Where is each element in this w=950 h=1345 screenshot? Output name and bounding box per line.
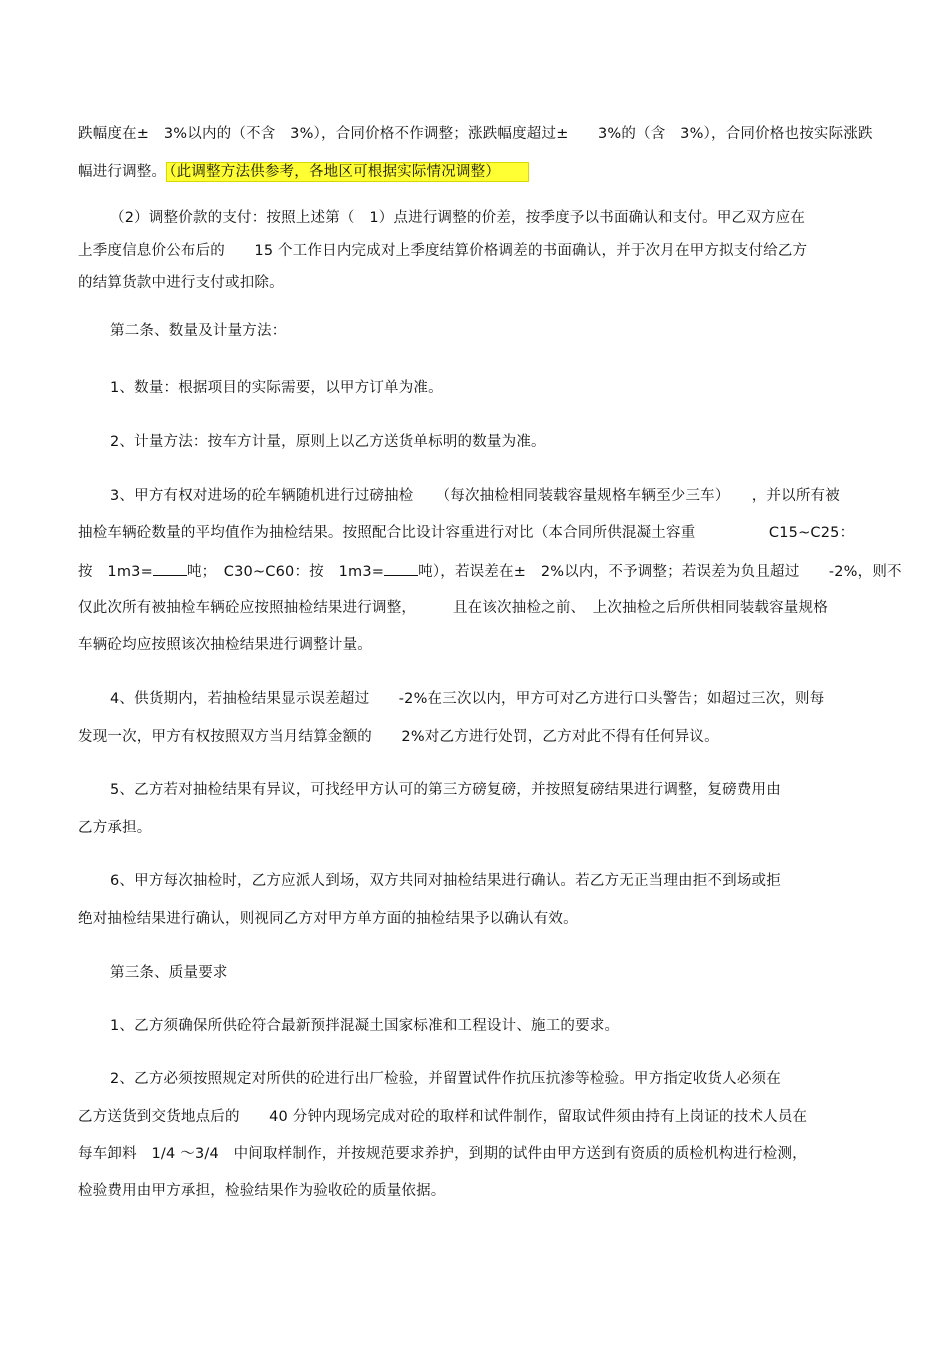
- paragraph-line: 乙方送货到交货地点后的 40 分钟内现场完成对砼的取样和试件制作，留取试件须由持有上岗证的技术人员在: [78, 1109, 808, 1125]
- blank-field: [384, 561, 418, 576]
- paragraph-line: 抽检车辆砼数量的平均值作为抽检结果。按照配合比设计容重进行对比（本合同所供混凝土容重 C15~C25：: [78, 525, 855, 541]
- text-span: 吨），若误差在± 2%以内，不予调整；若误差为负且超过 -2%，则不: [418, 564, 902, 580]
- paragraph-line: 的结算货款中进行支付或扣除。: [78, 275, 284, 291]
- text-span: 按 1m3=: [78, 564, 153, 580]
- paragraph-line: [78, 162, 529, 182]
- paragraph-line: [78, 561, 902, 582]
- paragraph-line: 1、乙方须确保所供砼符合最新预拌混凝土国家标准和工程设计、施工的要求。: [110, 1018, 620, 1034]
- paragraph-line: 6、甲方每次抽检时，乙方应派人到场，双方共同对抽检结果进行确认。若乙方无正当理由拒不到场或拒: [110, 873, 781, 889]
- text-span: 幅进行调整。: [78, 164, 167, 180]
- paragraph-line: 绝对抽检结果进行确认，则视同乙方对甲方单方面的抽检结果予以确认有效。: [78, 911, 578, 927]
- paragraph-line: （2）调整价款的支付：按照上述第（ 1）点进行调整的价差，按季度予以书面确认和支付。甲乙双方应在: [110, 210, 806, 226]
- paragraph-line: 4、供货期内，若抽检结果显示误差超过 -2%在三次以内，甲方可对乙方进行口头警告；如超过三次，则每: [110, 691, 825, 707]
- paragraph-line: 1、数量：根据项目的实际需要，以甲方订单为准。: [110, 380, 443, 396]
- paragraph-line: 每车卸料 1/4 ～3/4 中间取样制作，并按规范要求养护，到期的试件由甲方送到有资质的质检机构进行检测，: [78, 1146, 807, 1162]
- paragraph-line: 2、计量方法：按车方计量，原则上以乙方送货单标明的数量为准。: [110, 434, 546, 450]
- text-span: 吨； C30~C60：按 1m3=: [186, 564, 385, 580]
- paragraph-line: 车辆砼均应按照该次抽检结果进行调整计量。: [78, 637, 372, 653]
- paragraph-line: 3、甲方有权对进场的砼车辆随机进行过磅抽检 （每次抽检相同装载容量规格车辆至少三车） ，并以所有被: [110, 488, 840, 504]
- highlighted-note: （此调整方法供参考，各地区可根据实际情况调整）: [166, 162, 529, 182]
- paragraph-line: 检验费用由甲方承担，检验结果作为验收砼的质量依据。: [78, 1183, 446, 1199]
- section-heading: 第三条、质量要求: [110, 965, 228, 981]
- blank-field: [153, 561, 187, 576]
- section-heading: 第二条、数量及计量方法：: [110, 323, 287, 339]
- paragraph-line: 5、乙方若对抽检结果有异议，可找经甲方认可的第三方磅复磅，并按照复磅结果进行调整，复磅费用由: [110, 782, 781, 798]
- paragraph-line: 2、乙方必须按照规定对所供的砼进行出厂检验，并留置试件作抗压抗渗等检验。甲方指定收货人必须在: [110, 1071, 781, 1087]
- paragraph-line: 乙方承担。: [78, 820, 152, 836]
- paragraph-line: 跌幅度在± 3%以内的（不含 3%），合同价格不作调整；涨跌幅度超过± 3%的（含 3%），合同价格也按实际涨跌: [78, 126, 873, 142]
- paragraph-line: 上季度信息价公布后的 15 个工作日内完成对上季度结算价格调差的书面确认，并于次月在甲方拟支付给乙方: [78, 243, 808, 259]
- paragraph-line: 仅此次所有被抽检车辆砼应按照抽检结果进行调整， 且在该次抽检之前、 上次抽检之后所供相同装载容量规格: [78, 600, 828, 616]
- paragraph-line: 发现一次，甲方有权按照双方当月结算金额的 2%对乙方进行处罚，乙方对此不得有任何异议。: [78, 729, 719, 745]
